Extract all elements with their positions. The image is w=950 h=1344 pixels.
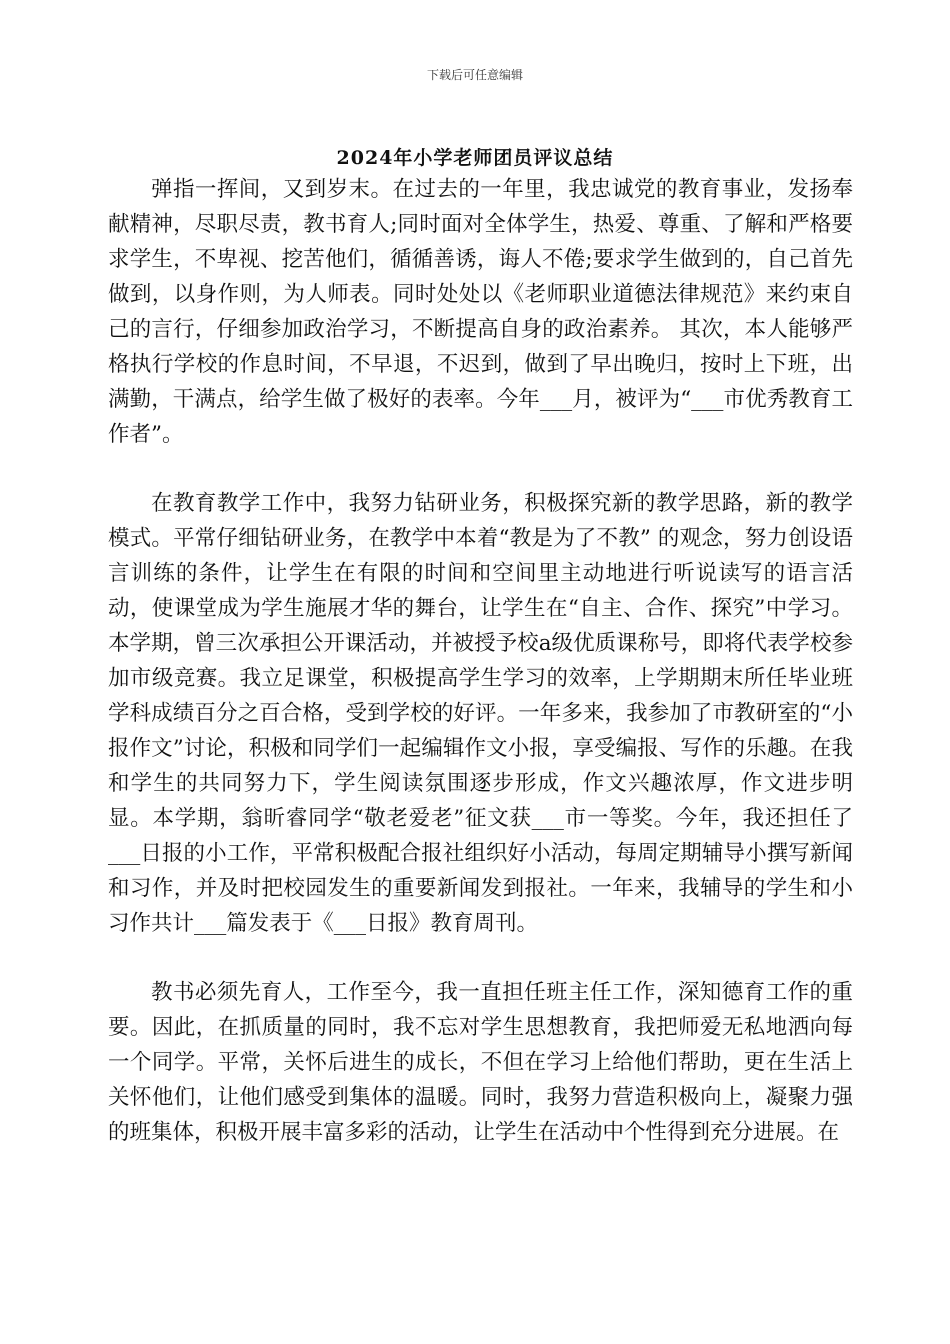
- document-body: [108, 172, 853, 1150]
- paragraph-2: 在教育教学工作中，我努力钻研业务，积极探究新的教学思路，新的教学模式。平常仔细钻研业务，在教学中本着“教是为了不教” 的观念，努力创设语言训练的条件，让学生在有限的时间和空间里主动地进行听说读写的语言活动，使课堂成为学生施展才华的舞台，让学生在“自主、合作、探究”中学习。本学期，曾三次承担公开课活动，并被授予校a级优质课称号，即将代表学校参加市级竞赛。我立足课堂，积极提高学生学习的效率，上学期期末所任毕业班学科成绩百分之百合格，受到学校的好评。一年多来，我参加了市教研室的“小报作文”讨论，积极和同学们一起编辑作文小报，享受编报、写作的乐趣。在我和学生的共同努力下，学生阅读氛围逐步形成，作文兴趣浓厚，作文进步明显。本学期，翁昕睿同学“敬老爱老”征文获___市一等奖。今年，我还担任了___日报的小工作，平常积极配合报社组织好小活动，每周定期辅导小撰写新闻和习作，并及时把校园发生的重要新闻发到报社。一年来，我辅导的学生和小习作共计___篇发表于《___日报》教育周刊。: [108, 491, 853, 936]
- header-note: 下载后可任意编辑: [426, 68, 523, 82]
- paragraph-3: 教书必须先育人，工作至今，我一直担任班主任工作，深知德育工作的重要。因此，在抓质量的同时，我不忘对学生思想教育，我把师爱无私地洒向每一个同学。平常，关怀后进生的成长，不但在学习上给他们帮助，更在生活上关怀他们，让他们感受到集体的温暖。同时，我努力营造积极向上，凝聚力强的班集体，积极开展丰富多彩的活动，让学生在活动中个性得到充分进展。在: [108, 980, 853, 1145]
- document-title: 2024年小学老师团员评议总结: [336, 147, 614, 169]
- paragraph-1: 弹指一挥间，又到岁末。在过去的一年里，我忠诚党的教育事业，发扬奉献精神，尽职尽责，教书育人;同时面对全体学生，热爱、尊重、了解和严格要求学生，不卑视、挖苦他们，循循善诱，诲人不倦;要求学生做到的，自己首先做到，以身作则，为人师表。同时处处以《老师职业道德法律规范》来约束自己的言行，仔细参加政治学习，不断提高自身的政治素养。 其次，本人能够严格执行学校的作息时间，不早退，不迟到，做到了早出晚归，按时上下班，出满勤，干满点，给学生做了极好的表率。今年___月，被评为“___市优秀教育工作者”。: [108, 177, 853, 447]
